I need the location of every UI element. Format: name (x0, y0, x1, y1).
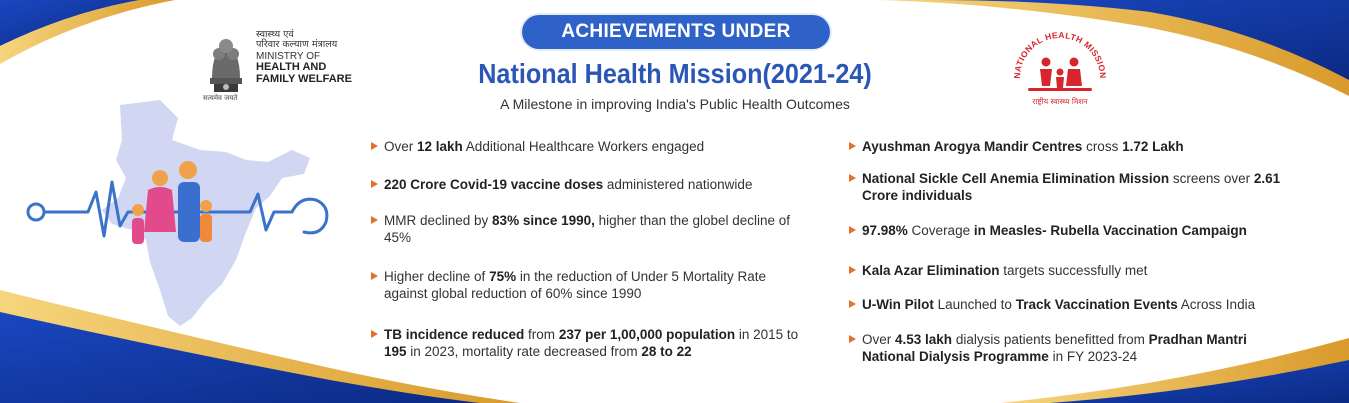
bold-text: 195 (384, 344, 407, 359)
text: screens over (1169, 171, 1254, 186)
text: from (524, 327, 559, 342)
bold-text: Track Vaccination Events (1015, 297, 1178, 312)
bold-text: 237 per 1,00,000 population (558, 327, 736, 342)
text: in 2023, mortality rate decreased from (406, 344, 642, 359)
list-item (370, 268, 810, 302)
bold-text: TB incidence reduced (384, 327, 525, 342)
ministry-hindi-line1: स्वास्थ्य एवं (256, 29, 294, 40)
text: dialysis patients benefitted from (952, 332, 1149, 347)
bold-text: National Sickle Cell Anemia Elimination Mission (862, 171, 1170, 186)
list-item (370, 326, 810, 360)
text: in the reduction of Under 5 Mortality Rate against global reduction of 60% since 1990 (384, 269, 766, 301)
bold-text: in Measles- Rubella Vaccination Campaign (973, 223, 1247, 238)
bold-text: U-Win Pilot (862, 297, 934, 312)
list-item (848, 170, 1308, 204)
list-item (848, 222, 1318, 239)
nhm-logo-icon (1004, 22, 1116, 116)
text: administered nationwide (603, 177, 753, 192)
ministry-label (256, 30, 352, 86)
text: Over (384, 139, 418, 154)
list-item (370, 176, 840, 193)
bold-text: Kala Azar Elimination (862, 263, 1000, 278)
ministry-english-line3: FAMILY WELFARE (256, 72, 352, 85)
bold-text: 28 to 22 (641, 344, 692, 359)
list-item (848, 262, 1318, 279)
bold-text: 220 Crore Covid-19 vaccine doses (384, 177, 604, 192)
list-item (370, 138, 840, 155)
text: Across India (1177, 297, 1256, 312)
bold-text: 12 lakh (417, 139, 463, 154)
top-left-wave (0, 0, 175, 64)
page-subtitle: A Milestone in improving India's Public Health Outcomes (500, 96, 850, 112)
bold-text: 83% since 1990, (492, 213, 595, 228)
text: Coverage (907, 223, 974, 238)
bold-text: Pradhan Mantri National Dialysis Programme (862, 332, 1247, 364)
text: cross (1082, 139, 1123, 154)
bold-text: 75% (489, 269, 517, 284)
text: Additional Healthcare Workers engaged (462, 139, 705, 154)
ministry-english-line2: HEALTH AND (256, 61, 327, 74)
list-item (848, 331, 1268, 365)
emblem-motto: सत्यमेव जयते (203, 94, 238, 102)
list-item (848, 138, 1318, 155)
bold-text: 97.98% (862, 223, 908, 238)
achievements-pill: ACHIEVEMENTS UNDER (522, 15, 830, 49)
bold-text: 1.72 Lakh (1122, 139, 1184, 154)
ministry-hindi-line2: परिवार कल्याण मंत्रालय (256, 38, 338, 50)
bold-text: Ayushman Arogya Mandir Centres (862, 139, 1083, 154)
text: MMR declined by (384, 213, 493, 228)
text: Higher decline of (384, 269, 490, 284)
bold-text: 2.61 Crore individuals (862, 171, 1281, 203)
bold-text: 4.53 lakh (895, 332, 953, 347)
page-title: National Health Mission(2021-24) (478, 58, 872, 89)
text: in 2015 to (735, 327, 799, 342)
text: targets successfully met (999, 263, 1148, 278)
text: Launched to (933, 297, 1016, 312)
text: Over (862, 332, 896, 347)
list-item (370, 212, 810, 246)
ministry-english-line1: MINISTRY OF (256, 50, 321, 62)
list-item (848, 296, 1318, 313)
text: in FY 2023-24 (1048, 349, 1138, 364)
nhm-logo-hindi-text: राष्ट्रीय स्वास्थ्य मिशन (1032, 97, 1088, 106)
nhm-logo-ring-text: NATIONAL HEALTH MISSION (1011, 29, 1109, 79)
text: higher than the globel decline of 45% (384, 213, 791, 245)
national-emblem-icon (200, 24, 252, 104)
